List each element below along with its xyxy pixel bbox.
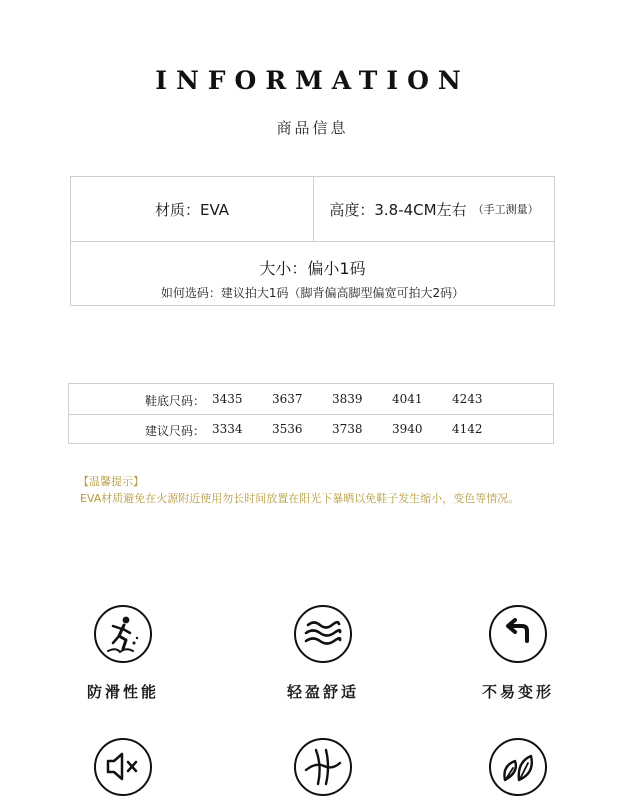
table-cell: 3334: [212, 422, 243, 436]
table-cell: 4142: [452, 422, 483, 436]
feature-flexible: [253, 738, 393, 796]
table-row: [69, 384, 553, 415]
material-text: 材质：EVA: [154, 200, 230, 219]
table-row: [69, 414, 553, 444]
tips-title: 【温馨提示】: [78, 475, 144, 488]
feature-shape-retention: [448, 605, 588, 702]
size-table: [68, 383, 554, 444]
table-cell: 3637: [272, 392, 303, 406]
table-cell: 3940: [392, 422, 423, 436]
shape-retention-arrow-icon: [489, 605, 547, 663]
size-cell: [71, 242, 554, 305]
table-cell: 4243: [452, 392, 483, 406]
anti-slip-icon: [94, 605, 152, 663]
page-title: INFORMATION: [155, 66, 470, 95]
height-text: 高度：3.8-4CM左右: [329, 200, 467, 219]
feature-eco: [448, 738, 588, 796]
size-advice-text: 如何选码：建议拍大1码（脚背偏高脚型偏宽可拍大2码）: [160, 286, 465, 300]
lightweight-wave-icon: [294, 605, 352, 663]
sole-size-label: 鞋底尺码：: [145, 394, 206, 408]
size-text: 大小：偏小1码: [259, 259, 366, 278]
feature-quiet: [53, 738, 193, 796]
feature-lightweight: [253, 605, 393, 702]
flexible-sole-icon: [294, 738, 352, 796]
feature-label: 轻盈舒适: [286, 683, 359, 701]
page-subtitle: 商品信息: [276, 119, 349, 137]
feature-anti-slip: [53, 605, 193, 702]
recommended-size-label: 建议尺码：: [145, 424, 206, 438]
table-cell: 4041: [392, 392, 423, 406]
table-cell: 3435: [212, 392, 243, 406]
feature-label: 防滑性能: [86, 683, 159, 701]
feature-label: 不易变形: [481, 683, 554, 701]
leaf-icon: [489, 738, 547, 796]
mute-speaker-icon: [94, 738, 152, 796]
table-cell: 3536: [272, 422, 303, 436]
tips-text: EVA材质避免在火源附近使用勿长时间放置在阳光下暴晒以免鞋子发生缩小，变色等情况。: [80, 492, 520, 505]
table-cell: 3839: [332, 392, 363, 406]
product-info-box: [70, 176, 555, 306]
height-cell: [314, 177, 554, 242]
material-cell: [71, 177, 314, 242]
height-note: （手工测量）: [472, 203, 539, 216]
table-cell: 3738: [332, 422, 363, 436]
